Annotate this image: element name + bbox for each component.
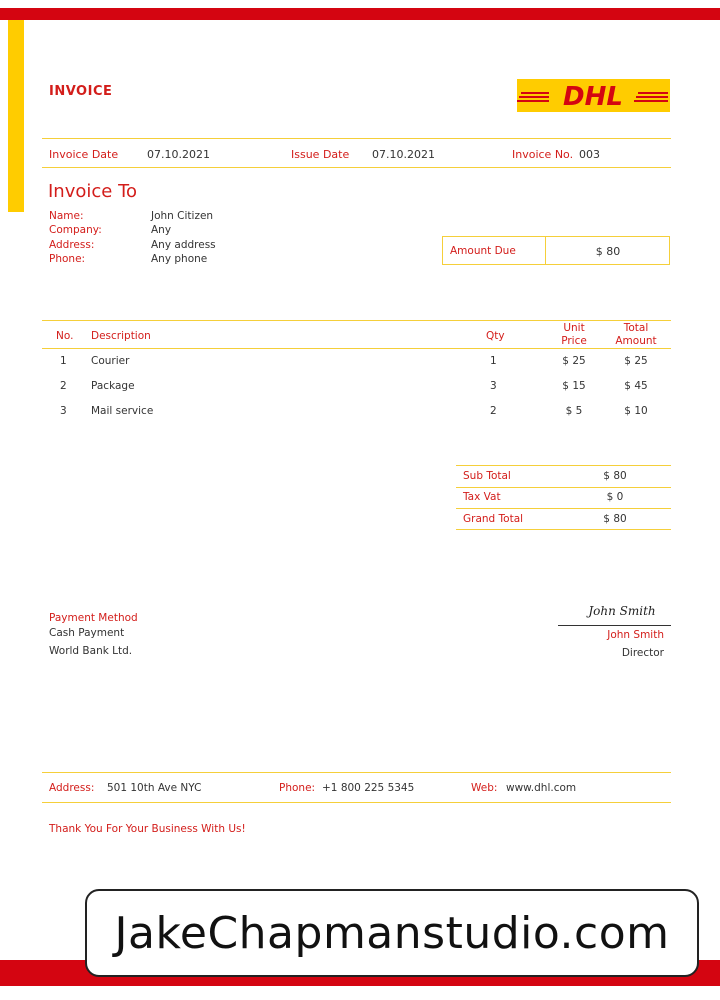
phone-value: Any phone	[151, 253, 208, 265]
address-label: Address:	[49, 239, 95, 251]
totals-border	[456, 487, 671, 488]
payment-line: World Bank Ltd.	[49, 645, 133, 657]
company-value: Any	[151, 224, 172, 236]
footer-border	[42, 772, 671, 773]
signature-line	[558, 625, 671, 626]
invoice-date-label: Invoice Date	[49, 148, 119, 161]
watermark-banner: JakeChapmanstudio.com	[85, 889, 699, 977]
address-value: Any address	[151, 239, 216, 251]
invoice-date-value: 07.10.2021	[147, 148, 210, 161]
payment-method-label: Payment Method	[49, 612, 138, 624]
grand-total-label: Grand Total	[463, 513, 524, 525]
row-unit-price: $ 5	[565, 405, 583, 417]
amount-due-label: Amount Due	[450, 245, 516, 257]
row-description: Package	[91, 380, 135, 392]
tax-value: $ 0	[606, 491, 624, 503]
row-description: Courier	[91, 355, 130, 367]
header-description: Description	[91, 330, 151, 342]
row-total: $ 45	[624, 380, 648, 392]
invoice-no-label: Invoice No.	[512, 148, 574, 161]
document-title: INVOICE	[49, 84, 113, 99]
signer-role: Director	[621, 647, 664, 659]
footer-web: www.dhl.com	[506, 782, 577, 794]
issue-date-label: Issue Date	[291, 148, 350, 161]
header-no: No.	[56, 330, 74, 342]
grand-total-value: $ 80	[603, 513, 627, 525]
subtotal-label: Sub Total	[463, 470, 511, 482]
amount-due-box	[442, 236, 670, 265]
row-no: 1	[60, 355, 67, 367]
name-label: Name:	[49, 210, 84, 222]
thank-you-note: Thank You For Your Business With Us!	[49, 823, 246, 835]
footer-address: 501 10th Ave NYC	[107, 782, 202, 794]
divider	[42, 138, 671, 139]
company-label: Company:	[49, 224, 102, 236]
table-top-border	[42, 320, 671, 321]
row-unit-price: $ 15	[562, 380, 586, 392]
row-no: 3	[60, 405, 67, 417]
name-value: John Citizen	[151, 210, 214, 222]
row-unit-price: $ 25	[562, 355, 586, 367]
totals-border	[456, 529, 671, 530]
tax-label: Tax Vat	[463, 491, 501, 503]
payment-line: Cash Payment	[49, 627, 125, 639]
footer-phone: +1 800 225 5345	[322, 782, 415, 794]
footer-phone-label: Phone:	[279, 782, 316, 794]
row-qty: 1	[490, 355, 497, 367]
signer-name: John Smith	[607, 629, 664, 641]
phone-label: Phone:	[49, 253, 86, 265]
header-qty: Qty	[486, 330, 505, 342]
header-unit-price: Unit Price	[561, 322, 587, 347]
row-qty: 3	[490, 380, 497, 392]
row-no: 2	[60, 380, 67, 392]
top-red-bar	[0, 8, 720, 20]
signature-image	[572, 598, 672, 622]
dhl-logo	[517, 79, 670, 112]
footer-web-label: Web:	[471, 782, 498, 794]
subtotal-value: $ 80	[603, 470, 627, 482]
totals-border	[456, 508, 671, 509]
row-description: Mail service	[91, 405, 154, 417]
header-total-amount: Total Amount	[615, 322, 657, 347]
footer-border	[42, 802, 671, 803]
row-total: $ 25	[624, 355, 648, 367]
side-yellow-bar	[8, 20, 24, 212]
invoice-no-value: 003	[579, 148, 600, 161]
svg-text:John Smith: John Smith	[588, 604, 656, 618]
totals-border	[456, 465, 671, 466]
amount-due-value: $ 80	[595, 245, 621, 258]
logo-text: DHL	[563, 82, 623, 112]
row-total: $ 10	[624, 405, 648, 417]
row-qty: 2	[490, 405, 497, 417]
issue-date-value: 07.10.2021	[372, 148, 435, 161]
divider	[42, 167, 671, 168]
table-header-border	[42, 348, 671, 349]
invoice-to-heading: Invoice To	[48, 181, 138, 202]
footer-address-label: Address:	[49, 782, 95, 794]
